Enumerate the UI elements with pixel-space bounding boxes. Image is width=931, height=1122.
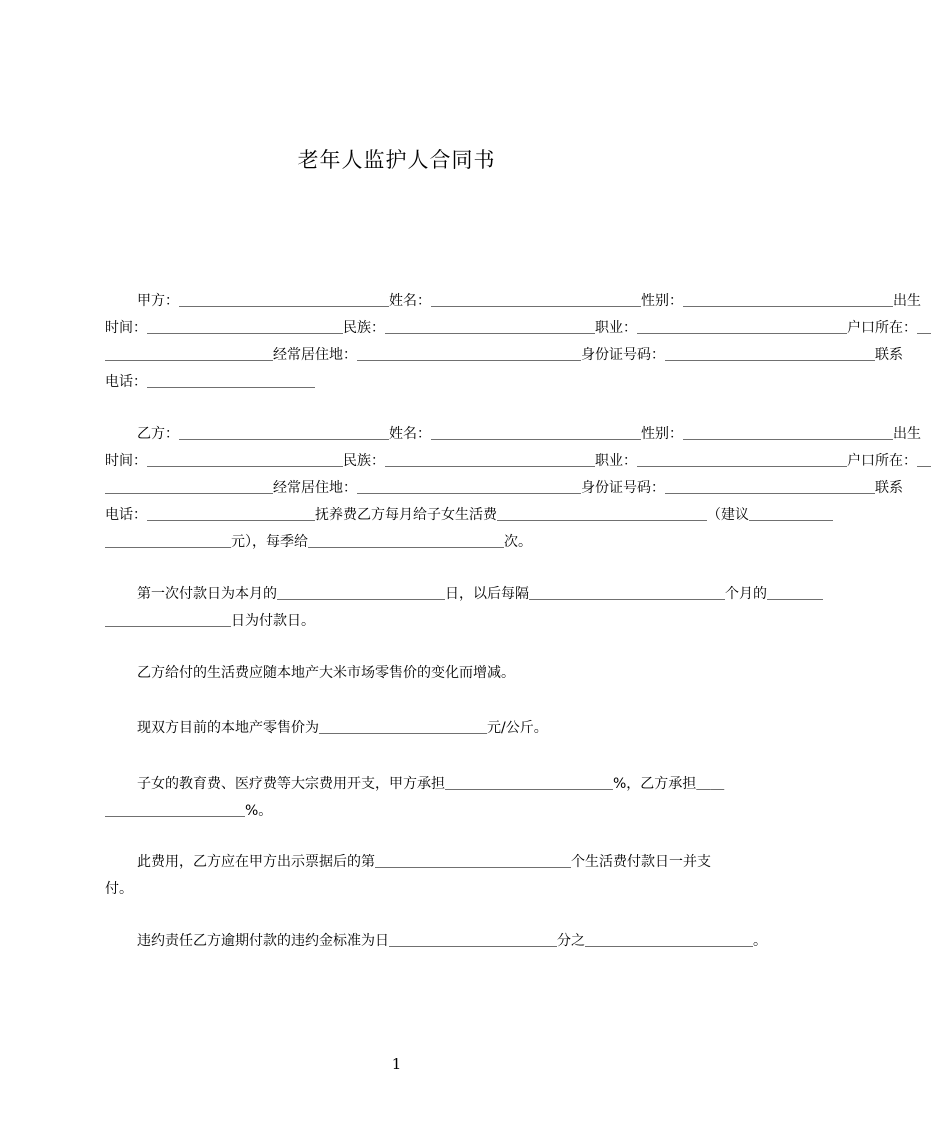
party-b-line-1: 乙方：＿＿＿＿＿＿＿＿＿＿＿＿＿＿＿姓名：＿＿＿＿＿＿＿＿＿＿＿＿＿＿＿性别：＿＿＿＿＿＿＿＿＿＿＿＿＿＿＿出生 [137,426,921,442]
major-expenses-line-2: ＿＿＿＿＿＿＿＿＿＿%。 [105,803,273,819]
party-a-line-2: 时间：＿＿＿＿＿＿＿＿＿＿＿＿＿＿民族：＿＿＿＿＿＿＿＿＿＿＿＿＿＿＿职业：＿＿＿＿＿＿＿＿＿＿＿＿＿＿＿户口所在：＿ [105,320,931,336]
payment-schedule-line-1: 第一次付款日为本月的＿＿＿＿＿＿＿＿＿＿＿＿日，以后每隔＿＿＿＿＿＿＿＿＿＿＿＿＿＿个月的＿＿＿＿ [137,586,823,602]
breach-clause: 违约责任乙方逾期付款的违约金标准为日＿＿＿＿＿＿＿＿＿＿＿＿分之＿＿＿＿＿＿＿＿＿＿＿＿。 [137,933,767,949]
document-title: 老年人监护人合同书 [297,148,496,172]
page-number: 1 [391,1055,402,1073]
party-b-line-3: ＿＿＿＿＿＿＿＿＿＿＿＿经常居住地：＿＿＿＿＿＿＿＿＿＿＿＿＿＿＿＿身份证号码：＿＿＿＿＿＿＿＿＿＿＿＿＿＿＿联系 [105,480,903,496]
party-b-line-4: 电话：＿＿＿＿＿＿＿＿＿＿＿＿抚养费乙方每月给子女生活费＿＿＿＿＿＿＿＿＿＿＿＿＿＿＿（建议＿＿＿＿＿＿ [105,507,833,523]
party-a-line-3: ＿＿＿＿＿＿＿＿＿＿＿＿经常居住地：＿＿＿＿＿＿＿＿＿＿＿＿＿＿＿＿身份证号码：＿＿＿＿＿＿＿＿＿＿＿＿＿＿＿联系 [105,347,903,363]
payment-schedule-line-2: ＿＿＿＿＿＿＿＿＿日为付款日。 [105,613,315,629]
party-a-line-1: 甲方：＿＿＿＿＿＿＿＿＿＿＿＿＿＿＿姓名：＿＿＿＿＿＿＿＿＿＿＿＿＿＿＿性别：＿＿＿＿＿＿＿＿＿＿＿＿＿＿＿出生 [137,293,921,309]
party-b-line-2: 时间：＿＿＿＿＿＿＿＿＿＿＿＿＿＿民族：＿＿＿＿＿＿＿＿＿＿＿＿＿＿＿职业：＿＿＿＿＿＿＿＿＿＿＿＿＿＿＿户口所在：＿ [105,453,931,469]
current-price-clause: 现双方目前的本地产零售价为＿＿＿＿＿＿＿＿＿＿＿＿元/公斤。 [137,720,548,736]
expense-payment-line-1: 此费用，乙方应在甲方出示票据后的第＿＿＿＿＿＿＿＿＿＿＿＿＿＿个生活费付款日一并支 [137,854,711,870]
party-a-line-4: 电话：＿＿＿＿＿＿＿＿＿＿＿＿ [105,374,315,390]
major-expenses-line-1: 子女的教育费、医疗费等大宗费用开支，甲方承担＿＿＿＿＿＿＿＿＿＿＿＿%，乙方承担＿＿ [137,776,725,792]
price-adjustment-clause: 乙方给付的生活费应随本地产大米市场零售价的变化而增减。 [137,665,515,681]
party-b-line-5: ＿＿＿＿＿＿＿＿＿元），每季给＿＿＿＿＿＿＿＿＿＿＿＿＿＿次。 [105,534,532,550]
expense-payment-line-2: 付。 [105,881,133,897]
